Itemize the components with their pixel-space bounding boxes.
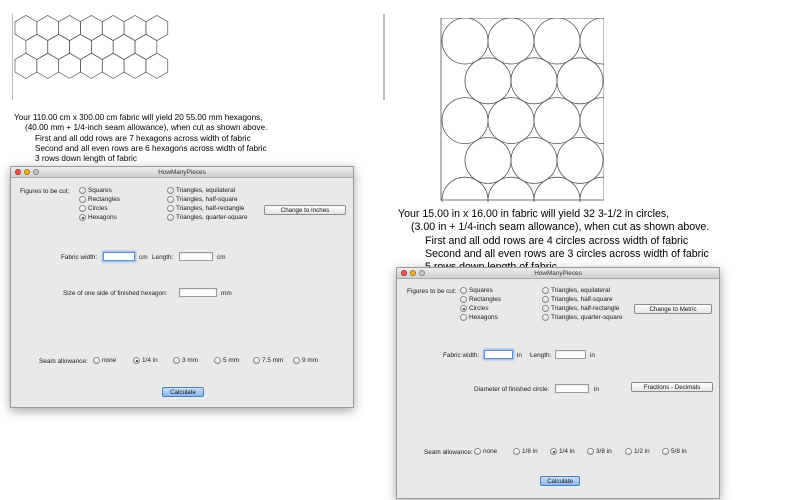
- figure-option-triangles-half-rectangle[interactable]: [167, 205, 244, 212]
- seam-option-1-4-in[interactable]: [550, 448, 575, 455]
- result-line: Your 15.00 in x 16.00 in fabric will yield 32 3-1/2 in circles,: [398, 208, 670, 220]
- hexagon-shape: [80, 15, 102, 40]
- hexagon-shape: [124, 15, 146, 40]
- radio-button-selected-icon[interactable]: [79, 214, 86, 221]
- option-label: 1/4 in: [559, 448, 575, 455]
- result-line: 3 rows down length of fabric: [35, 154, 137, 163]
- close-window-icon[interactable]: [401, 270, 407, 276]
- seam-option-9-mm[interactable]: [293, 357, 318, 364]
- length-label: Length:: [530, 352, 552, 359]
- radio-button-icon[interactable]: [167, 214, 174, 221]
- hexagon-shape: [102, 15, 124, 40]
- hexagon-shape: [15, 15, 37, 40]
- seam-option-1-4-in[interactable]: [133, 357, 158, 364]
- radio-button-icon[interactable]: [542, 314, 549, 321]
- radio-button-selected-icon[interactable]: [550, 448, 557, 455]
- figure-option-hexagons[interactable]: [460, 314, 498, 321]
- hexagon-shape: [102, 53, 124, 78]
- option-label: 3/8 in: [596, 448, 612, 455]
- option-label: 1/8 in: [522, 448, 538, 455]
- length-unit: cm: [217, 254, 226, 261]
- zoom-window-icon[interactable]: [419, 270, 425, 276]
- fabric-width-input[interactable]: [484, 350, 513, 359]
- hexagon-layout-diagram: [12, 14, 386, 100]
- hexagon-shape: [70, 34, 92, 59]
- figure-option-triangles-equilateral[interactable]: [542, 287, 610, 294]
- circle-shape: [557, 137, 603, 183]
- circle-shape: [511, 137, 557, 183]
- circle-diameter-input[interactable]: [555, 384, 589, 393]
- window-titlebar[interactable]: [397, 268, 719, 279]
- option-label: Triangles, half-rectangle: [176, 205, 245, 212]
- circle-shape: [580, 18, 604, 64]
- length-label: Length:: [152, 254, 174, 261]
- radio-button-icon[interactable]: [474, 448, 481, 455]
- seam-allowance-label: Seam allowance:: [39, 358, 88, 365]
- circle-layout-diagram: [440, 18, 604, 202]
- seam-option-1-8-in[interactable]: [513, 448, 538, 455]
- hexagon-side-size-input[interactable]: [179, 288, 217, 297]
- option-label: Triangles, quarter-square: [176, 214, 248, 221]
- figure-option-triangles-quarter-square[interactable]: [542, 314, 623, 321]
- window-titlebar[interactable]: [11, 167, 353, 178]
- result-line: (3.00 in + 1/4-inch seam allowance), when cut as shown above.: [411, 221, 710, 234]
- circle-shape: [442, 18, 488, 64]
- circle-shape: [488, 177, 534, 202]
- seam-option-5-8-in[interactable]: [662, 448, 687, 455]
- hexagon-side-size-label: Size of one side of finished hexagon:: [63, 290, 168, 297]
- option-label: 7.5 mm: [262, 357, 284, 364]
- size-unit: in: [594, 386, 599, 393]
- hexagon-shape: [37, 53, 59, 78]
- radio-button-icon[interactable]: [93, 357, 100, 364]
- radio-button-selected-icon[interactable]: [133, 357, 140, 364]
- figure-option-hexagons[interactable]: [79, 214, 117, 221]
- change-to-metric-button[interactable]: Change to Metric: [634, 304, 712, 314]
- figure-option-triangles-half-square[interactable]: [167, 196, 238, 203]
- result-line: Your 110.00 cm x 300.00 cm fabric will yield 20 55.00 mm hexagons,: [14, 113, 263, 122]
- fabric-width-label: Fabric width:: [443, 352, 480, 359]
- circle-shape: [465, 137, 511, 183]
- option-label: Circles: [88, 205, 108, 212]
- radio-button-icon[interactable]: [173, 357, 180, 364]
- change-to-inches-button[interactable]: Change to Inches: [264, 205, 346, 215]
- seam-option-none[interactable]: [474, 448, 497, 455]
- hexagon-shape: [80, 53, 102, 78]
- option-label: Circles: [469, 305, 489, 312]
- figure-option-squares[interactable]: [460, 287, 493, 294]
- option-label: Hexagons: [88, 214, 117, 221]
- figure-option-triangles-half-rectangle[interactable]: [542, 305, 619, 312]
- circle-shape: [442, 177, 488, 202]
- hexagon-shape: [91, 34, 113, 59]
- size-unit: mm: [221, 290, 232, 297]
- radio-button-icon[interactable]: [460, 287, 467, 294]
- fabric-width-unit: cm: [139, 254, 148, 261]
- radio-button-icon[interactable]: [542, 287, 549, 294]
- minimize-window-icon[interactable]: [410, 270, 416, 276]
- hexagon-shape: [135, 34, 157, 59]
- seam-option-none[interactable]: [93, 357, 116, 364]
- fabric-width-label: Fabric width:: [61, 254, 98, 261]
- radio-button-icon[interactable]: [79, 187, 86, 194]
- fabric-width-input[interactable]: [103, 252, 135, 261]
- length-unit: in: [590, 352, 595, 359]
- option-label: none: [483, 448, 498, 455]
- option-label: Rectangles: [88, 196, 120, 203]
- figure-option-triangles-half-square[interactable]: [542, 296, 613, 303]
- circle-shape: [442, 98, 488, 144]
- fabric-width-unit: in: [517, 352, 522, 359]
- option-label: 1/4 in: [142, 357, 158, 364]
- length-input[interactable]: [179, 252, 213, 261]
- option-label: Triangles, equilateral: [551, 287, 611, 294]
- radio-button-icon[interactable]: [253, 357, 260, 364]
- option-label: Squares: [88, 187, 112, 194]
- circle-shape: [534, 177, 580, 202]
- option-label: 3 mm: [182, 357, 198, 364]
- hexagon-shape: [124, 53, 146, 78]
- hexagon-result-text: [14, 113, 267, 164]
- circle-shape: [488, 98, 534, 144]
- option-label: 5/8 in: [671, 448, 687, 455]
- hexagon-shape: [113, 34, 135, 59]
- figure-option-circles[interactable]: [79, 205, 108, 212]
- radio-button-icon[interactable]: [79, 205, 86, 212]
- circle-shape: [557, 58, 603, 104]
- howmanypieces-window-inches: [396, 267, 720, 499]
- circle-result-text: [398, 208, 709, 275]
- radio-button-icon[interactable]: [513, 448, 520, 455]
- hexagon-shape: [26, 34, 48, 59]
- calculate-button[interactable]: Calculate: [162, 387, 204, 397]
- radio-button-icon[interactable]: [167, 205, 174, 212]
- option-label: none: [102, 357, 117, 364]
- radio-button-icon[interactable]: [293, 357, 300, 364]
- circle-shape: [511, 58, 557, 104]
- radio-button-icon[interactable]: [542, 296, 549, 303]
- hexagon-shape: [37, 15, 59, 40]
- option-label: Triangles, quarter-square: [551, 314, 623, 321]
- radio-button-icon[interactable]: [167, 187, 174, 194]
- hexagon-shape: [146, 53, 168, 78]
- circle-shape: [580, 177, 604, 202]
- radio-button-icon[interactable]: [214, 357, 221, 364]
- seam-option-3-mm[interactable]: [173, 357, 198, 364]
- figure-option-triangles-quarter-square[interactable]: [167, 214, 248, 221]
- figure-option-triangles-equilateral[interactable]: [167, 187, 235, 194]
- option-label: Triangles, half-square: [176, 196, 238, 203]
- window-title: HowManyPieces: [158, 169, 206, 176]
- figure-option-squares[interactable]: [79, 187, 112, 194]
- fractions-decimals-button[interactable]: Fractions - Decimals: [631, 382, 713, 392]
- option-label: 1/2 in: [634, 448, 650, 455]
- option-label: Squares: [469, 287, 493, 294]
- calculate-button[interactable]: Calculate: [540, 476, 580, 486]
- result-line: First and all odd rows are 7 hexagons across width of fabric: [35, 133, 251, 143]
- circle-shape: [580, 98, 604, 144]
- seam-option-5-mm[interactable]: [214, 357, 239, 364]
- circle-diameter-label: Diameter of finished circle:: [474, 386, 550, 393]
- option-label: Triangles, half-rectangle: [551, 305, 620, 312]
- zoom-window-icon[interactable]: [33, 169, 39, 175]
- radio-button-icon[interactable]: [79, 196, 86, 203]
- option-label: 9 mm: [302, 357, 318, 364]
- radio-button-icon[interactable]: [625, 448, 632, 455]
- figure-option-circles[interactable]: [460, 305, 489, 312]
- result-line: First and all odd rows are 4 circles across width of fabric: [425, 234, 689, 247]
- radio-button-icon[interactable]: [542, 305, 549, 312]
- hexagon-shape: [59, 15, 81, 40]
- option-label: 5 mm: [223, 357, 239, 364]
- circle-shape: [534, 18, 580, 64]
- option-label: Rectangles: [469, 296, 501, 303]
- option-label: Triangles, equilateral: [176, 187, 236, 194]
- radio-button-icon[interactable]: [460, 296, 467, 303]
- seam-allowance-label: Seam allowance:: [424, 449, 473, 456]
- hexagon-shape: [59, 53, 81, 78]
- length-input[interactable]: [555, 350, 586, 359]
- option-label: Triangles, half-square: [551, 296, 613, 303]
- circle-shape: [534, 98, 580, 144]
- radio-button-icon[interactable]: [662, 448, 669, 455]
- option-label: Hexagons: [469, 314, 498, 321]
- radio-button-selected-icon[interactable]: [460, 305, 467, 312]
- window-title: HowManyPieces: [534, 270, 582, 277]
- figure-option-rectangles[interactable]: [79, 196, 120, 203]
- figure-option-rectangles[interactable]: [460, 296, 501, 303]
- result-line: Second and all even rows are 6 hexagons across width of fabric: [35, 143, 267, 153]
- result-line: (40.00 mm + 1/4-inch seam allowance), when cut as shown above.: [25, 123, 268, 133]
- minimize-window-icon[interactable]: [24, 169, 30, 175]
- radio-button-icon[interactable]: [167, 196, 174, 203]
- figures-label: Figures to be cut:: [407, 288, 457, 295]
- circle-shape: [465, 58, 511, 104]
- hexagon-shape: [48, 34, 70, 59]
- circle-shape: [488, 18, 534, 64]
- seam-option-1-2-in[interactable]: [625, 448, 650, 455]
- howmanypieces-window-metric: [10, 166, 354, 408]
- seam-option-3-8-in[interactable]: [587, 448, 612, 455]
- seam-option-7-5-mm[interactable]: [253, 357, 283, 364]
- result-line: Second and all even rows are 3 circles across width of fabric: [425, 248, 709, 261]
- radio-button-icon[interactable]: [587, 448, 594, 455]
- hexagon-shape: [146, 15, 168, 40]
- radio-button-icon[interactable]: [460, 314, 467, 321]
- figures-label: Figures to be cut:: [20, 188, 70, 195]
- close-window-icon[interactable]: [15, 169, 21, 175]
- hexagon-shape: [15, 53, 37, 78]
